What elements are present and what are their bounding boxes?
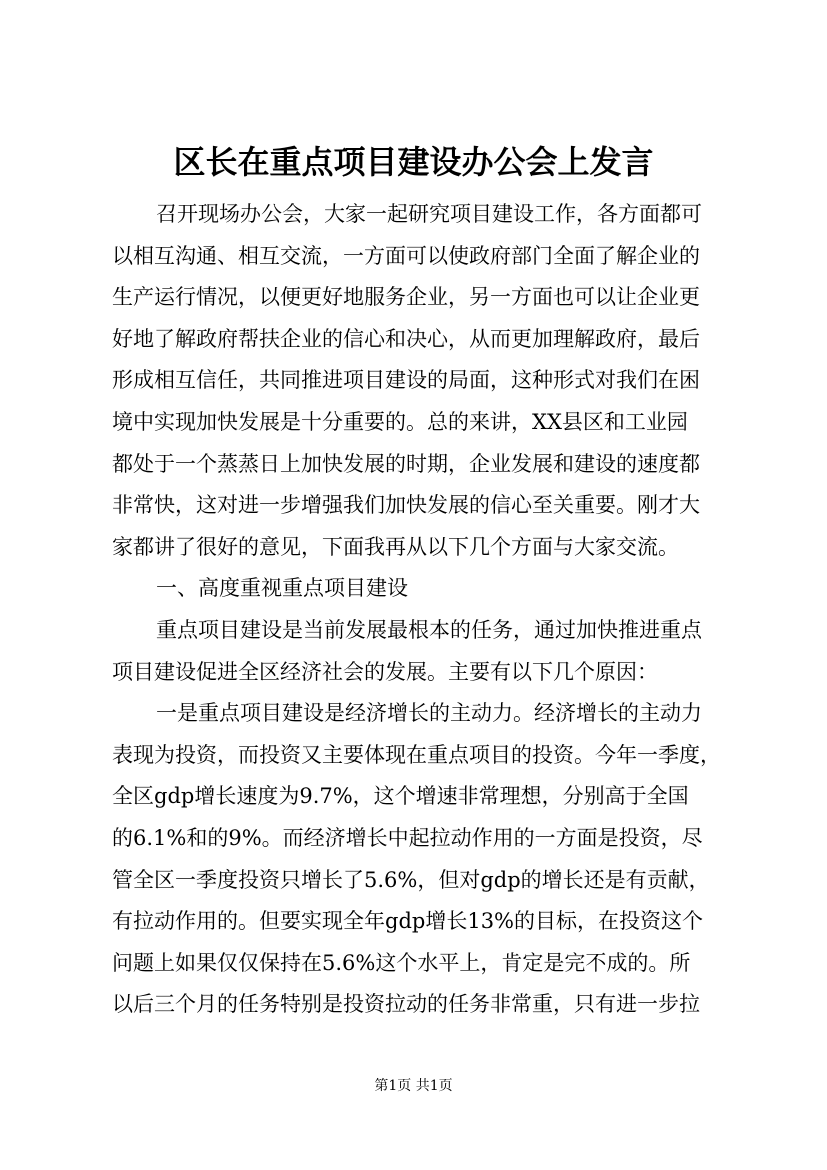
text-line-6: 境中实现加快发展是十分重要的。总的来讲，XX县区和工业园 <box>112 409 688 434</box>
text-line-11: 重点项目建设是当前发展最根本的任务，通过加快推进重点 <box>156 617 702 642</box>
page-number-footer: 第1页 共1页 <box>374 1078 453 1094</box>
text-line-2: 以相互沟通、相互交流，一方面可以使政府部门全面了解企业的 <box>112 243 700 268</box>
text-line-9: 家都讲了很好的意见，下面我再从以下几个方面与大家交流。 <box>112 534 679 559</box>
text-line-15: 全区gdp增长速度为9.7%，这个增速非常理想，分别高于全国 <box>112 784 689 809</box>
text-line-14: 表现为投资，而投资又主要体现在重点项目的投资。今年一季度， <box>112 742 721 767</box>
text-line-19: 问题上如果仅仅保持在5.6%这个水平上，肯定是完不成的。所 <box>112 950 691 975</box>
text-line-16: 的6.1%和的9%。而经济增长中起拉动作用的一方面是投资，尽 <box>112 825 703 850</box>
text-line-18: 有拉动作用的。但要实现全年gdp增长13%的目标，在投资这个 <box>112 909 704 934</box>
text-line-1: 召开现场办公会，大家一起研究项目建设工作，各方面都可 <box>156 202 702 226</box>
section-heading-1: 一、高度重视重点项目建设 <box>156 576 408 601</box>
document-body <box>112 194 724 1026</box>
text-line-4: 好地了解政府帮扶企业的信心和决心，从而更加理解政府，最后 <box>112 326 700 351</box>
text-line-5: 形成相互信任，共同推进项目建设的局面，这种形式对我们在困 <box>112 368 700 393</box>
text-line-13: 一是重点项目建设是经济增长的主动力。经济增长的主动力 <box>156 701 702 726</box>
text-line-12: 项目建设促进全区经济社会的发展。主要有以下几个原因： <box>112 659 658 684</box>
text-line-8: 非常快，这对进一步增强我们加快发展的信心至关重要。刚才大 <box>112 493 700 518</box>
text-line-20: 以后三个月的任务特别是投资拉动的任务非常重，只有进一步拉 <box>112 992 700 1017</box>
text-line-17: 管全区一季度投资只增长了5.6%，但对gdp的增长还是有贡献， <box>112 867 710 892</box>
text-line-7: 都处于一个蒸蒸日上加快发展的时期，企业发展和建设的速度都 <box>112 451 700 476</box>
text-line-3: 生产运行情况，以便更好地服务企业，另一方面也可以让企业更 <box>112 285 700 310</box>
page-title: 区长在重点项目建设办公会上发言 <box>173 143 654 181</box>
